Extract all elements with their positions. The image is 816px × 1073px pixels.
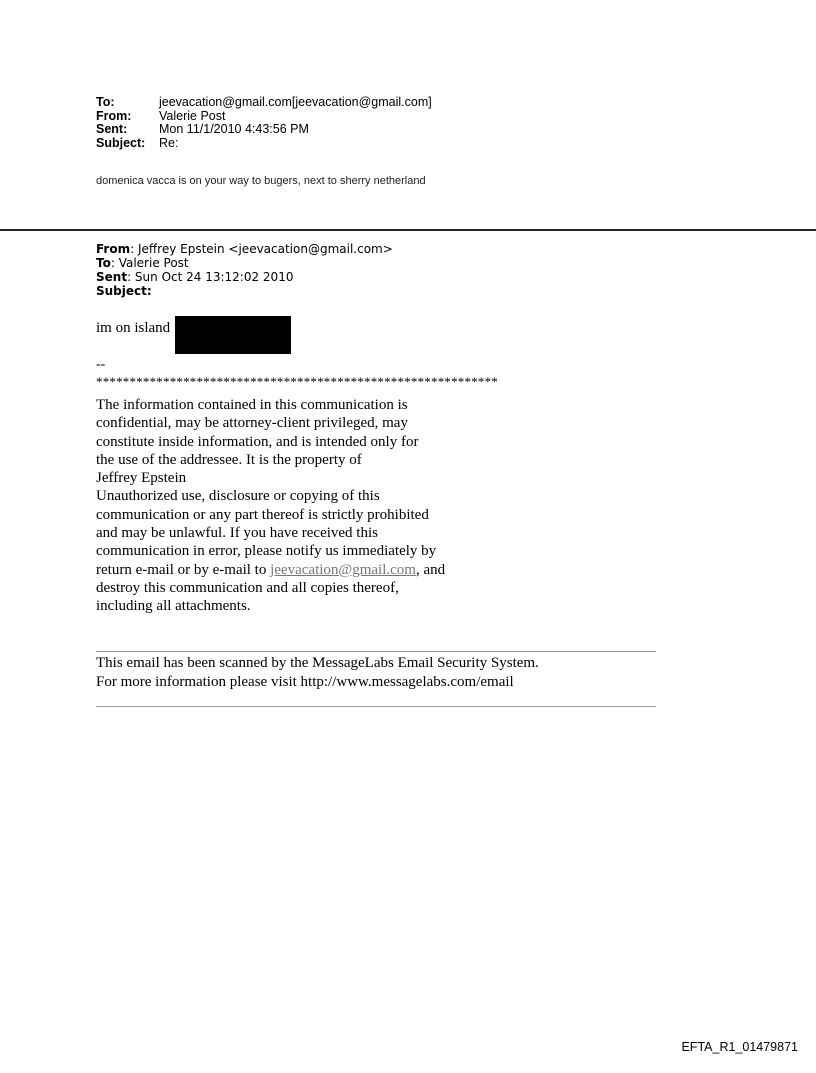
quoted-subject-row [96,284,393,298]
from-row [96,110,432,124]
sent-row [96,123,432,137]
to-value: jeevacation@gmail.com[jeevacation@gmail.com] [159,95,432,109]
quoted-sent-row [96,270,393,284]
subject-value: Re: [159,135,179,150]
quoted-header [96,242,393,298]
disclaimer-line: including all attachments. [96,598,251,615]
scan-rule-top [96,651,656,652]
disclaimer [96,396,516,616]
redaction-box [175,316,291,354]
disclaimer-pre-link: return e-mail or by e-mail to [96,561,271,578]
scan-notice [96,654,539,692]
quoted-subject-label: Subject [96,284,147,298]
sent-label: Sent: [96,122,128,136]
quoted-message: im on island [96,320,171,336]
disclaimer-line: communication in error, please notify us immediately by [96,543,437,560]
quoted-to-label: To [96,256,111,270]
disclaimer-line: constitute inside information, and is intended only for [96,433,419,450]
disclaimer-line: confidential, may be attorney-client privileged, may [96,415,408,432]
from-value: Valerie Post [159,108,226,123]
quoted-from-row [96,242,393,256]
email-link[interactable]: jeevacation@gmail.com [270,561,416,578]
quoted-subject-value: : [146,284,152,298]
signature-dashes: -- [96,357,106,372]
to-label: To: [96,95,115,109]
scan-line-1: This email has been scanned by the MessageLabs Email Security System. [96,655,539,671]
separator-rule [0,229,816,231]
disclaimer-line: destroy this communication and all copies thereof, [96,579,399,596]
to-row [96,96,432,110]
scan-rule-bottom [96,706,656,707]
quoted-from-value: : Jeffrey Epstein <jeevacation@gmail.com> [130,242,393,256]
disclaimer-line: The information contained in this communication is [96,397,408,413]
email-header [96,96,432,150]
quoted-sent-label: Sent [96,270,128,284]
disclaimer-post-link: , and [415,561,446,578]
subject-label: Subject: [96,135,146,150]
subject-row [96,137,432,151]
disclaimer-line: Unauthorized use, disclosure or copying of this [96,488,380,505]
signature-stars: ************************************************************ [96,374,498,389]
quoted-sent-value: : Sun Oct 24 13:12:02 2010 [127,270,294,284]
disclaimer-line: communication or any part thereof is strictly prohibited [96,506,429,523]
email-body: domenica vacca is on your way to bugers, next to sherry netherland [96,175,426,187]
quoted-to-value: : Valerie Post [110,256,189,270]
disclaimer-line: and may be unlawful. If you have received this [96,525,378,542]
disclaimer-link-line [96,561,516,579]
quoted-to-row [96,256,393,270]
sent-value: Mon 11/1/2010 4:43:56 PM [159,122,309,136]
disclaimer-line: Jeffrey Epstein [96,470,187,487]
document-id: EFTA_R1_01479871 [681,1040,798,1054]
scan-line-2: For more information please visit http://www.messagelabs.com/email [96,674,514,690]
from-label: From: [96,108,132,123]
quoted-from-label: From [96,242,131,256]
disclaimer-line: the use of the addressee. It is the property of [96,451,362,468]
